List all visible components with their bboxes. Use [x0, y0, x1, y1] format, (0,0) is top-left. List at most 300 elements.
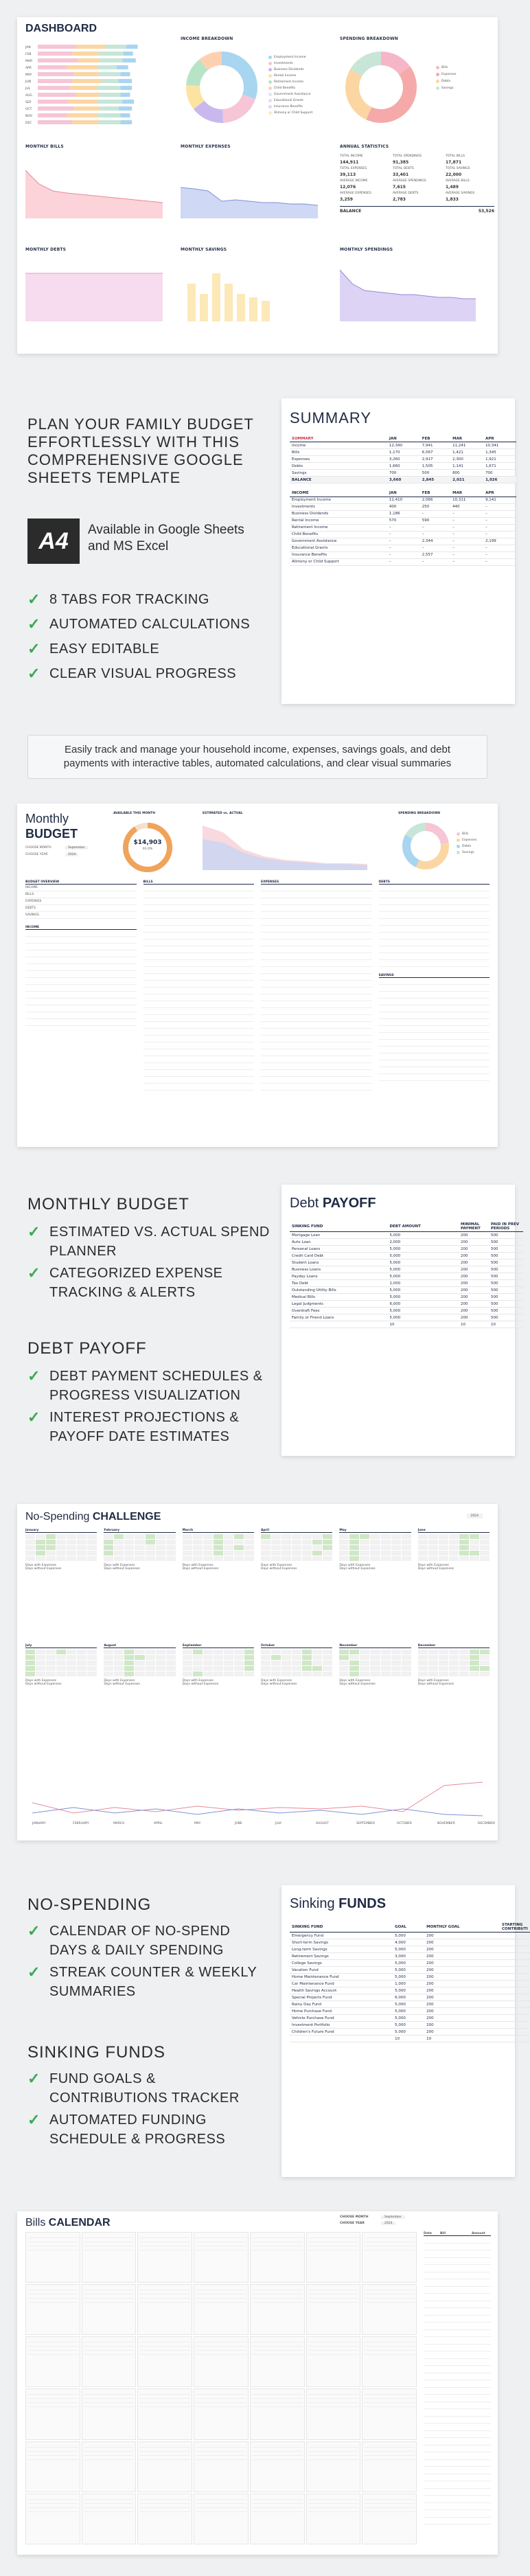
table-cell[interactable]: 10	[387, 1321, 459, 1328]
day-cell[interactable]	[166, 1551, 176, 1555]
list-item[interactable]	[379, 1074, 490, 1081]
table-cell[interactable]	[500, 1987, 530, 1994]
day-cell[interactable]	[418, 1545, 428, 1550]
list-item[interactable]	[143, 1084, 255, 1091]
bill-list-row[interactable]	[424, 2438, 491, 2446]
list-item[interactable]	[379, 891, 490, 898]
bill-line[interactable]	[196, 2351, 246, 2355]
calendar-day-cell[interactable]	[250, 2389, 305, 2439]
bill-list-row[interactable]	[424, 2366, 491, 2373]
list-item[interactable]	[143, 891, 255, 898]
day-cell[interactable]	[281, 1551, 291, 1555]
day-cell[interactable]	[292, 1666, 301, 1671]
day-cell[interactable]	[234, 1534, 244, 1539]
list-item[interactable]	[261, 919, 372, 926]
table-cell[interactable]: 10	[489, 1321, 523, 1328]
day-cell[interactable]	[135, 1534, 144, 1539]
day-cell[interactable]	[146, 1534, 155, 1539]
table-cell[interactable]: 200	[424, 1939, 500, 1946]
day-cell[interactable]	[449, 1655, 459, 1660]
day-cell[interactable]	[271, 1655, 281, 1660]
day-cell[interactable]	[214, 1661, 223, 1665]
day-cell[interactable]	[339, 1534, 349, 1539]
list-item[interactable]	[379, 1026, 490, 1033]
table-cell[interactable]	[500, 1933, 530, 1939]
day-cell[interactable]	[312, 1534, 322, 1539]
list-item[interactable]	[261, 1063, 372, 1070]
table-cell[interactable]: 200	[424, 2029, 500, 2036]
day-cell[interactable]	[271, 1556, 281, 1561]
list-item[interactable]	[143, 912, 255, 919]
table-cell[interactable]: 200	[424, 1974, 500, 1981]
list-item[interactable]	[143, 1042, 255, 1049]
day-cell[interactable]	[428, 1650, 438, 1654]
list-item[interactable]	[143, 946, 255, 953]
day-cell[interactable]	[470, 1534, 479, 1539]
day-cell[interactable]	[281, 1556, 291, 1561]
table-cell[interactable]: 500	[489, 1308, 523, 1314]
day-cell[interactable]	[214, 1540, 223, 1545]
list-item[interactable]	[143, 926, 255, 933]
list-item[interactable]	[25, 937, 137, 944]
day-cell[interactable]	[349, 1666, 359, 1671]
year-select[interactable]: 2024	[467, 1514, 483, 1518]
day-cell[interactable]	[214, 1545, 223, 1550]
day-cell[interactable]	[449, 1666, 459, 1671]
day-cell[interactable]	[124, 1540, 134, 1545]
day-cell[interactable]	[391, 1551, 401, 1555]
calendar-day-cell[interactable]	[137, 2389, 192, 2439]
table-cell[interactable]: 500	[489, 1301, 523, 1308]
list-item[interactable]	[143, 905, 255, 912]
day-cell[interactable]	[339, 1650, 349, 1654]
calendar-day-cell[interactable]	[25, 2441, 80, 2492]
table-cell[interactable]: 5,000	[393, 1987, 424, 1994]
bill-line[interactable]	[27, 2456, 78, 2460]
day-cell[interactable]	[349, 1545, 359, 1550]
day-cell[interactable]	[25, 1556, 35, 1561]
day-cell[interactable]	[439, 1545, 448, 1550]
table-cell[interactable]: 5,000	[393, 1960, 424, 1967]
bill-line[interactable]	[139, 2403, 190, 2407]
bill-list-row[interactable]	[424, 2258, 491, 2266]
day-cell[interactable]	[56, 1672, 66, 1676]
bill-line[interactable]	[27, 2508, 78, 2512]
day-cell[interactable]	[480, 1666, 489, 1671]
day-cell[interactable]	[370, 1661, 380, 1665]
day-cell[interactable]	[360, 1661, 369, 1665]
day-cell[interactable]	[114, 1661, 124, 1665]
day-cell[interactable]	[370, 1666, 380, 1671]
list-item[interactable]	[143, 960, 255, 967]
list-item[interactable]	[25, 885, 137, 891]
bill-list-row[interactable]	[424, 2337, 491, 2345]
calendar-day-cell[interactable]	[194, 2232, 249, 2283]
calendar-day-cell[interactable]	[82, 2336, 137, 2387]
table-cell[interactable]: 200	[424, 1953, 500, 1960]
day-cell[interactable]	[449, 1661, 459, 1665]
list-item[interactable]	[261, 1022, 372, 1029]
bill-line[interactable]	[308, 2403, 359, 2407]
day-cell[interactable]	[114, 1534, 124, 1539]
day-cell[interactable]	[459, 1545, 469, 1550]
day-cell[interactable]	[428, 1551, 438, 1555]
day-cell[interactable]	[56, 1650, 66, 1654]
day-cell[interactable]	[67, 1666, 76, 1671]
day-cell[interactable]	[36, 1545, 45, 1550]
day-cell[interactable]	[183, 1540, 192, 1545]
bill-line[interactable]	[196, 2456, 246, 2460]
day-cell[interactable]	[193, 1655, 203, 1660]
bill-list-row[interactable]	[424, 2294, 491, 2301]
day-cell[interactable]	[67, 1545, 76, 1550]
bill-line[interactable]	[252, 2299, 303, 2303]
day-cell[interactable]	[480, 1672, 489, 1676]
day-cell[interactable]	[166, 1672, 176, 1676]
day-cell[interactable]	[56, 1661, 66, 1665]
day-cell[interactable]	[349, 1655, 359, 1660]
table-cell[interactable]	[500, 2036, 530, 2042]
day-cell[interactable]	[360, 1672, 369, 1676]
calendar-day-cell[interactable]	[362, 2494, 417, 2544]
day-cell[interactable]	[302, 1540, 312, 1545]
list-item[interactable]	[379, 992, 490, 999]
day-cell[interactable]	[156, 1655, 165, 1660]
table-cell[interactable]: 5,000	[393, 1946, 424, 1953]
day-cell[interactable]	[418, 1534, 428, 1539]
calendar-day-cell[interactable]	[25, 2336, 80, 2387]
bill-list-row[interactable]	[424, 2323, 491, 2330]
day-cell[interactable]	[77, 1540, 87, 1545]
day-cell[interactable]	[104, 1672, 113, 1676]
table-cell[interactable]: 5,000	[387, 1232, 459, 1239]
calendar-day-cell[interactable]	[362, 2441, 417, 2492]
day-cell[interactable]	[224, 1650, 233, 1654]
calendar-day-cell[interactable]	[306, 2284, 361, 2335]
day-cell[interactable]	[402, 1545, 411, 1550]
bill-list-row[interactable]	[424, 2510, 491, 2518]
table-cell[interactable]: 5,000	[393, 1933, 424, 1939]
day-cell[interactable]	[244, 1650, 254, 1654]
day-cell[interactable]	[203, 1551, 213, 1555]
day-cell[interactable]	[418, 1661, 428, 1665]
day-cell[interactable]	[480, 1540, 489, 1545]
day-cell[interactable]	[428, 1545, 438, 1550]
list-item[interactable]	[143, 885, 255, 891]
list-item[interactable]	[379, 946, 490, 953]
day-cell[interactable]	[156, 1661, 165, 1665]
day-cell[interactable]	[439, 1661, 448, 1665]
day-cell[interactable]	[67, 1672, 76, 1676]
list-item[interactable]	[143, 1001, 255, 1008]
day-cell[interactable]	[193, 1551, 203, 1555]
day-cell[interactable]	[281, 1545, 291, 1550]
bill-line[interactable]	[84, 2508, 135, 2512]
list-item[interactable]	[25, 891, 137, 898]
day-cell[interactable]	[87, 1556, 97, 1561]
list-item[interactable]	[143, 988, 255, 994]
day-cell[interactable]	[402, 1672, 411, 1676]
day-cell[interactable]	[114, 1655, 124, 1660]
day-cell[interactable]	[339, 1545, 349, 1550]
bill-list-row[interactable]	[424, 2496, 491, 2503]
table-cell[interactable]: 200	[459, 1253, 489, 1259]
list-item[interactable]	[379, 999, 490, 1005]
day-cell[interactable]	[87, 1655, 97, 1660]
list-item[interactable]	[261, 953, 372, 960]
day-cell[interactable]	[349, 1551, 359, 1555]
day-cell[interactable]	[459, 1551, 469, 1555]
day-cell[interactable]	[391, 1672, 401, 1676]
day-cell[interactable]	[146, 1655, 155, 1660]
day-cell[interactable]	[428, 1666, 438, 1671]
day-cell[interactable]	[339, 1540, 349, 1545]
list-item[interactable]	[261, 1049, 372, 1056]
table-cell[interactable]: 200	[424, 2008, 500, 2015]
day-cell[interactable]	[459, 1556, 469, 1561]
calendar-day-cell[interactable]	[82, 2389, 137, 2439]
day-cell[interactable]	[391, 1545, 401, 1550]
calendar-day-cell[interactable]	[250, 2441, 305, 2492]
table-cell[interactable]: 200	[424, 2001, 500, 2008]
table-cell[interactable]: 10	[424, 2036, 500, 2042]
day-cell[interactable]	[87, 1540, 97, 1545]
day-cell[interactable]	[224, 1534, 233, 1539]
list-item[interactable]	[25, 898, 137, 905]
list-item[interactable]	[379, 933, 490, 939]
day-cell[interactable]	[480, 1534, 489, 1539]
day-cell[interactable]	[77, 1650, 87, 1654]
table-cell[interactable]: 5,000	[387, 1308, 459, 1314]
table-cell[interactable]: 500	[489, 1273, 523, 1280]
day-cell[interactable]	[224, 1661, 233, 1665]
bill-list-row[interactable]	[424, 2316, 491, 2323]
day-cell[interactable]	[281, 1650, 291, 1654]
bill-list-row[interactable]	[424, 2250, 491, 2258]
table-cell[interactable]: 5,000	[393, 2001, 424, 2008]
list-item[interactable]	[379, 1047, 490, 1053]
calendar-day-cell[interactable]	[82, 2494, 137, 2544]
day-cell[interactable]	[323, 1666, 332, 1671]
day-cell[interactable]	[146, 1551, 155, 1555]
day-cell[interactable]	[104, 1545, 113, 1550]
bill-line[interactable]	[27, 2403, 78, 2407]
list-item[interactable]	[379, 978, 490, 985]
day-cell[interactable]	[323, 1551, 332, 1555]
day-cell[interactable]	[135, 1551, 144, 1555]
day-cell[interactable]	[135, 1672, 144, 1676]
day-cell[interactable]	[418, 1666, 428, 1671]
day-cell[interactable]	[25, 1661, 35, 1665]
day-cell[interactable]	[271, 1661, 281, 1665]
list-item[interactable]	[25, 1019, 137, 1026]
day-cell[interactable]	[87, 1661, 97, 1665]
day-cell[interactable]	[166, 1666, 176, 1671]
day-cell[interactable]	[203, 1534, 213, 1539]
list-item[interactable]	[25, 992, 137, 999]
day-cell[interactable]	[381, 1540, 391, 1545]
day-cell[interactable]	[203, 1672, 213, 1676]
table-cell[interactable]: 200	[424, 1933, 500, 1939]
bill-list-row[interactable]	[424, 2424, 491, 2431]
table-cell[interactable]	[500, 1974, 530, 1981]
day-cell[interactable]	[135, 1666, 144, 1671]
day-cell[interactable]	[203, 1661, 213, 1665]
list-item[interactable]	[143, 898, 255, 905]
bill-line[interactable]	[252, 2403, 303, 2407]
list-item[interactable]	[25, 944, 137, 950]
list-item[interactable]	[25, 985, 137, 992]
day-cell[interactable]	[281, 1672, 291, 1676]
day-cell[interactable]	[234, 1655, 244, 1660]
day-cell[interactable]	[261, 1551, 270, 1555]
bill-line[interactable]	[308, 2246, 359, 2250]
day-cell[interactable]	[114, 1556, 124, 1561]
day-cell[interactable]	[459, 1666, 469, 1671]
day-cell[interactable]	[349, 1540, 359, 1545]
day-cell[interactable]	[381, 1556, 391, 1561]
table-cell[interactable]: 200	[459, 1239, 489, 1246]
day-cell[interactable]	[312, 1650, 322, 1654]
day-cell[interactable]	[349, 1556, 359, 1561]
day-cell[interactable]	[124, 1534, 134, 1539]
list-item[interactable]	[379, 939, 490, 946]
list-item[interactable]	[143, 919, 255, 926]
calendar-day-cell[interactable]	[25, 2389, 80, 2439]
list-item[interactable]	[379, 1019, 490, 1026]
day-cell[interactable]	[25, 1551, 35, 1555]
day-cell[interactable]	[203, 1655, 213, 1660]
day-cell[interactable]	[439, 1551, 448, 1555]
day-cell[interactable]	[402, 1655, 411, 1660]
day-cell[interactable]	[381, 1534, 391, 1539]
day-cell[interactable]	[281, 1666, 291, 1671]
list-item[interactable]	[261, 1008, 372, 1015]
list-item[interactable]	[261, 994, 372, 1001]
day-cell[interactable]	[370, 1534, 380, 1539]
table-cell[interactable]: 200	[459, 1232, 489, 1239]
table-cell[interactable]: 500	[489, 1239, 523, 1246]
list-item[interactable]	[379, 1033, 490, 1040]
day-cell[interactable]	[56, 1655, 66, 1660]
day-cell[interactable]	[428, 1672, 438, 1676]
day-cell[interactable]	[312, 1556, 322, 1561]
table-cell[interactable]: 6,000	[387, 1301, 459, 1308]
list-item[interactable]	[379, 1053, 490, 1060]
day-cell[interactable]	[183, 1661, 192, 1665]
day-cell[interactable]	[271, 1666, 281, 1671]
day-cell[interactable]	[470, 1672, 479, 1676]
day-cell[interactable]	[234, 1672, 244, 1676]
day-cell[interactable]	[156, 1672, 165, 1676]
bill-list-row[interactable]	[424, 2345, 491, 2352]
list-item[interactable]	[379, 1005, 490, 1012]
list-item[interactable]	[261, 1070, 372, 1077]
day-cell[interactable]	[418, 1655, 428, 1660]
list-item[interactable]	[143, 1063, 255, 1070]
table-cell[interactable]	[500, 1981, 530, 1987]
table-cell[interactable]: 500	[489, 1294, 523, 1301]
list-item[interactable]	[379, 885, 490, 891]
day-cell[interactable]	[349, 1661, 359, 1665]
bill-line[interactable]	[84, 2351, 135, 2355]
table-cell[interactable]	[500, 2008, 530, 2015]
day-cell[interactable]	[114, 1650, 124, 1654]
day-cell[interactable]	[25, 1655, 35, 1660]
calendar-day-cell[interactable]	[82, 2284, 137, 2335]
day-cell[interactable]	[302, 1551, 312, 1555]
day-cell[interactable]	[234, 1556, 244, 1561]
table-cell[interactable]: 5,000	[387, 1294, 459, 1301]
day-cell[interactable]	[146, 1650, 155, 1654]
day-cell[interactable]	[67, 1534, 76, 1539]
calendar-day-cell[interactable]	[137, 2336, 192, 2387]
day-cell[interactable]	[156, 1534, 165, 1539]
calendar-day-cell[interactable]	[194, 2336, 249, 2387]
list-item[interactable]	[25, 905, 137, 912]
bill-line[interactable]	[364, 2403, 415, 2407]
list-item[interactable]	[379, 1060, 490, 1067]
day-cell[interactable]	[402, 1551, 411, 1555]
day-cell[interactable]	[87, 1534, 97, 1539]
day-cell[interactable]	[77, 1551, 87, 1555]
day-cell[interactable]	[87, 1551, 97, 1555]
table-cell[interactable]: 6,000	[393, 1994, 424, 2001]
day-cell[interactable]	[271, 1540, 281, 1545]
table-cell[interactable]: 200	[459, 1314, 489, 1321]
table-cell[interactable]: 500	[489, 1266, 523, 1273]
day-cell[interactable]	[183, 1672, 192, 1676]
day-cell[interactable]	[104, 1650, 113, 1654]
day-cell[interactable]	[46, 1556, 56, 1561]
table-cell[interactable]: 500	[489, 1259, 523, 1266]
day-cell[interactable]	[25, 1545, 35, 1550]
day-cell[interactable]	[459, 1655, 469, 1660]
list-item[interactable]	[379, 1012, 490, 1019]
table-cell[interactable]: 200	[459, 1287, 489, 1294]
table-cell[interactable]	[500, 1960, 530, 1967]
table-cell[interactable]	[500, 1994, 530, 2001]
list-item[interactable]	[261, 1001, 372, 1008]
day-cell[interactable]	[349, 1650, 359, 1654]
day-cell[interactable]	[124, 1666, 134, 1671]
day-cell[interactable]	[244, 1655, 254, 1660]
bill-line[interactable]	[196, 2403, 246, 2407]
bill-list-row[interactable]	[424, 2395, 491, 2402]
day-cell[interactable]	[234, 1540, 244, 1545]
day-cell[interactable]	[261, 1650, 270, 1654]
list-item[interactable]	[143, 994, 255, 1001]
calendar-day-cell[interactable]	[362, 2336, 417, 2387]
bill-line[interactable]	[252, 2351, 303, 2355]
list-item[interactable]	[143, 1015, 255, 1022]
bill-line[interactable]	[84, 2456, 135, 2460]
day-cell[interactable]	[244, 1661, 254, 1665]
calendar-day-cell[interactable]	[306, 2441, 361, 2492]
bill-list-row[interactable]	[424, 2503, 491, 2511]
bill-list-row[interactable]	[424, 2474, 491, 2482]
table-cell[interactable]: 200	[424, 1946, 500, 1953]
bill-list-row[interactable]	[424, 2351, 491, 2359]
day-cell[interactable]	[360, 1551, 369, 1555]
day-cell[interactable]	[46, 1661, 56, 1665]
bill-list-row[interactable]	[424, 2409, 491, 2417]
calendar-day-cell[interactable]	[250, 2336, 305, 2387]
day-cell[interactable]	[46, 1666, 56, 1671]
list-item[interactable]	[379, 919, 490, 926]
day-cell[interactable]	[459, 1650, 469, 1654]
day-cell[interactable]	[104, 1655, 113, 1660]
